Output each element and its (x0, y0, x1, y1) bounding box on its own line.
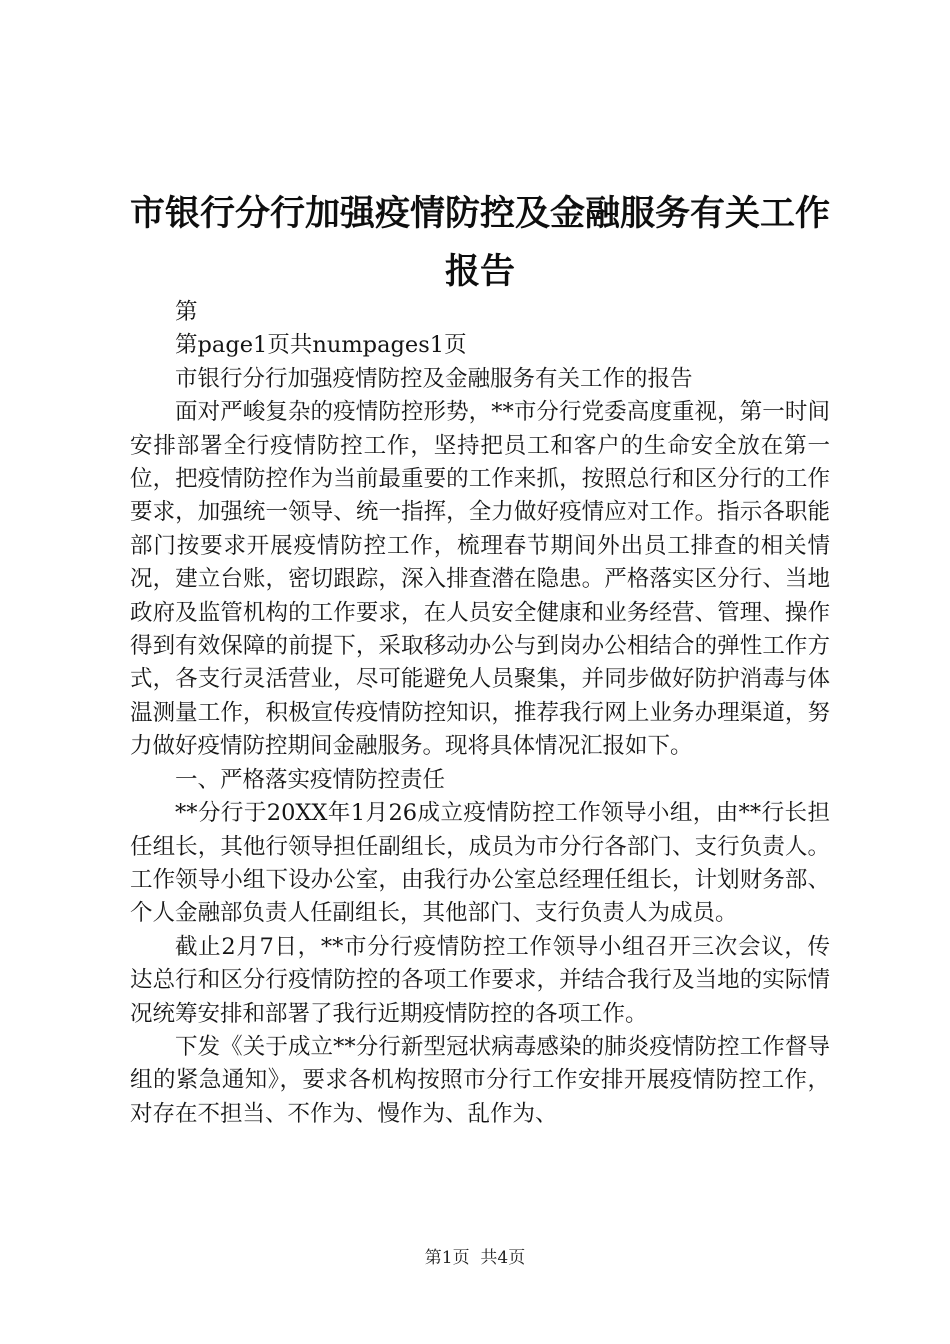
section-heading: 一、严格落实疫情防控责任 (175, 766, 446, 793)
paragraph: **分行于20XX年1月26成立疫情防控工作领导小组，由**行长担任组长，其他行领导担任副组长，成员为市分行各部门、支行负责人。工作领导小组下设办公室，由我行办公室总经理任组长，计划财务部、个人金融部负责人任副组长，其他部门、支行负责人为成员。 (130, 800, 830, 927)
document-body (130, 296, 830, 1131)
paragraph: 市银行分行加强疫情防控及金融服务有关工作的报告 (175, 365, 693, 392)
document-title-line-1: 市银行分行加强疫情防控及金融服务有关工作 (129, 194, 830, 234)
document-title-line-2: 报告 (444, 252, 515, 292)
paragraph: 面对严峻复杂的疫情防控形势，**市分行党委高度重视，第一时间安排部署全行疫情防控工作，坚持把员工和客户的生命安全放在第一位，把疫情防控作为当前最重要的工作来抓，按照总行和区分行的工作要求，加强统一领导、统一指挥，全力做好疫情应对工作。指示各职能部门按要求开展疫情防控工作，梳理春节期间外出员工排查的相关情况，建立台账，密切跟踪，深入排查潜在隐患。严格落实区分行、当地政府及监管机构的工作要求，在人员安全健康和业务经营、管理、操作得到有效保障的前提下，采取移动办公与到岗办公相结合的弹性工作方式，各支行灵活营业，尽可能避免人员聚集，并同步做好防护消毒与体温测量工作，积极宣传疫情防控知识，推荐我行网上业务办理渠道，努力做好疫情防控期间金融服务。现将具体情况汇报如下。 (130, 399, 830, 760)
page-footer: 第1页 共4页 (424, 1248, 526, 1268)
paragraph: 第 (175, 299, 198, 325)
paragraph: 第page1页共numpages1页 (175, 332, 467, 359)
paragraph: 下发《关于成立**分行新型冠状病毒感染的肺炎疫情防控工作督导组的紧急通知》，要求各机构按照市分行工作安排开展疫情防控工作，对存在不担当、不作为、慢作为、乱作为、 (130, 1033, 830, 1127)
paragraph: 截止2月7日，**市分行疫情防控工作领导小组召开三次会议，传达总行和区分行疫情防控的各项工作要求，并结合我行及当地的实际情况统筹安排和部署了我行近期疫情防控的各项工作。 (130, 933, 830, 1027)
